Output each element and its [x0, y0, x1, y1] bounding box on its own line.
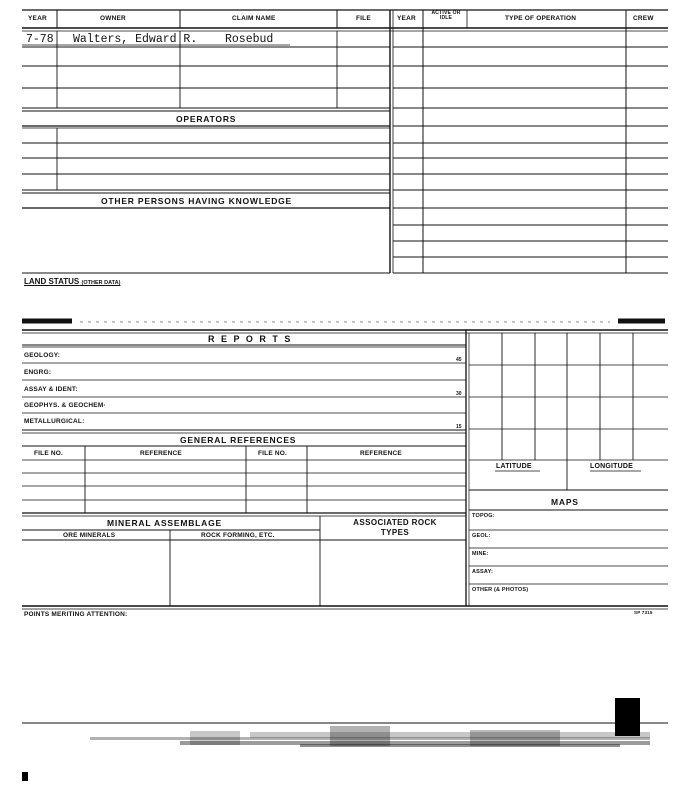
- maps-heading: MAPS: [551, 497, 579, 507]
- maps-assay: ASSAY:: [472, 569, 494, 575]
- mark-15: 15: [456, 424, 462, 430]
- gr-reference-1: REFERENCE: [140, 450, 182, 457]
- report-geophys: GEOPHYS. & GEOCHEM·: [24, 402, 106, 409]
- maps-topog: TOPOG:: [472, 513, 495, 519]
- col-year: YEAR: [28, 15, 47, 22]
- col-year-2: YEAR: [397, 15, 416, 22]
- general-references-heading: GENERAL REFERENCES: [180, 435, 297, 445]
- maps-other: OTHER (& PHOTOS): [472, 587, 529, 593]
- reports-heading: R E P O R T S: [208, 334, 293, 344]
- col-claim-name: CLAIM NAME: [232, 15, 276, 22]
- operators-heading: OPERATORS: [176, 114, 237, 124]
- gr-reference-2: REFERENCE: [360, 450, 402, 457]
- col-type-of-operation: TYPE OF OPERATION: [505, 15, 577, 22]
- rock-forming-label: ROCK FORMING, ETC.: [201, 532, 275, 539]
- col-owner: OWNER: [100, 15, 126, 22]
- mark-45: 45: [456, 357, 462, 363]
- land-status-heading: LAND STATUS (OTHER DATA): [24, 277, 121, 286]
- report-engrg: ENGRG:: [24, 369, 52, 376]
- gr-file-no-1: FILE NO.: [34, 450, 64, 457]
- mineral-assemblage-heading: MINERAL ASSEMBLAGE: [107, 518, 222, 528]
- entry-claim-name: Rosebud: [225, 33, 274, 46]
- col-file: FILE: [356, 15, 371, 22]
- associated-rock-types-heading: ASSOCIATED ROCK TYPES: [353, 518, 437, 537]
- other-persons-heading: OTHER PERSONS HAVING KNOWLEDGE: [101, 196, 293, 206]
- ore-minerals-label: ORE MINERALS: [63, 532, 116, 539]
- points-meriting-attention: POINTS MERITING ATTENTION:: [24, 611, 128, 618]
- longitude-label: LONGITUDE: [590, 463, 634, 470]
- entry-owner: Walters, Edward R.: [73, 33, 198, 46]
- maps-geol: GEOL:: [472, 533, 491, 539]
- col-active-or-idle: ACTIVE OR IDLE: [431, 10, 461, 21]
- form-number: SP 7315: [634, 610, 653, 615]
- report-metallurgical: METALLURGICAL:: [24, 418, 85, 425]
- gr-file-no-2: FILE NO.: [258, 450, 288, 457]
- maps-mine: MINE:: [472, 551, 489, 557]
- report-geology: GEOLOGY:: [24, 352, 61, 359]
- report-assay: ASSAY & IDENT:: [24, 386, 78, 393]
- entry-year: 7-78: [26, 33, 54, 46]
- col-crew: CREW: [633, 15, 654, 22]
- mark-30: 30: [456, 391, 462, 397]
- latitude-label: LATITUDE: [496, 463, 532, 470]
